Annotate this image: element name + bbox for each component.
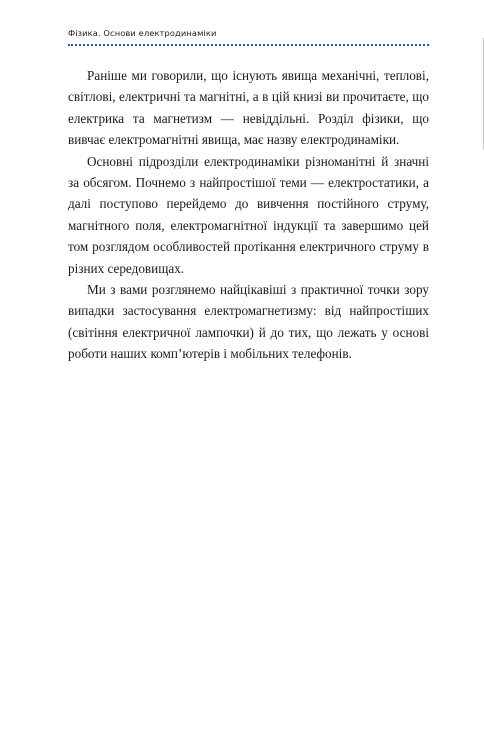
running-head: Фізика. Основи електродинаміки [68,28,217,38]
paragraph-2: Основні підрозділи електродинаміки різноманітні й значні за обсягом. Почнемо з найпростішої теми — електростатики, а далі поступово перейдемо до вивчення постійного струму, магнітного поля, електромагнітної індукції та завершимо цей том розглядом особливостей протікання електричного струму в різних середовищах. [68,153,429,276]
paragraph-1: Раніше ми говорили, що існують явища механічні, теплові, світлові, електричні та магнітні, а в цій книзі ви прочитаєте, що електрика та магнетизм — невіддільні. Розділ фізики, що вивчає електромагнітні явища, має назву електродинаміки. [68,68,429,148]
body-text [68,65,429,365]
header-dotted-rule [68,44,429,46]
paragraph-3: Ми з вами розглянемо найцікавіші з практичної точки зору випадки застосування електромагнетизму: від найпростіших (світіння електричної лампочки) й до тих, що лежать у основі роботи наших комп’ютерів і мобільних телефонів. [68,282,429,362]
